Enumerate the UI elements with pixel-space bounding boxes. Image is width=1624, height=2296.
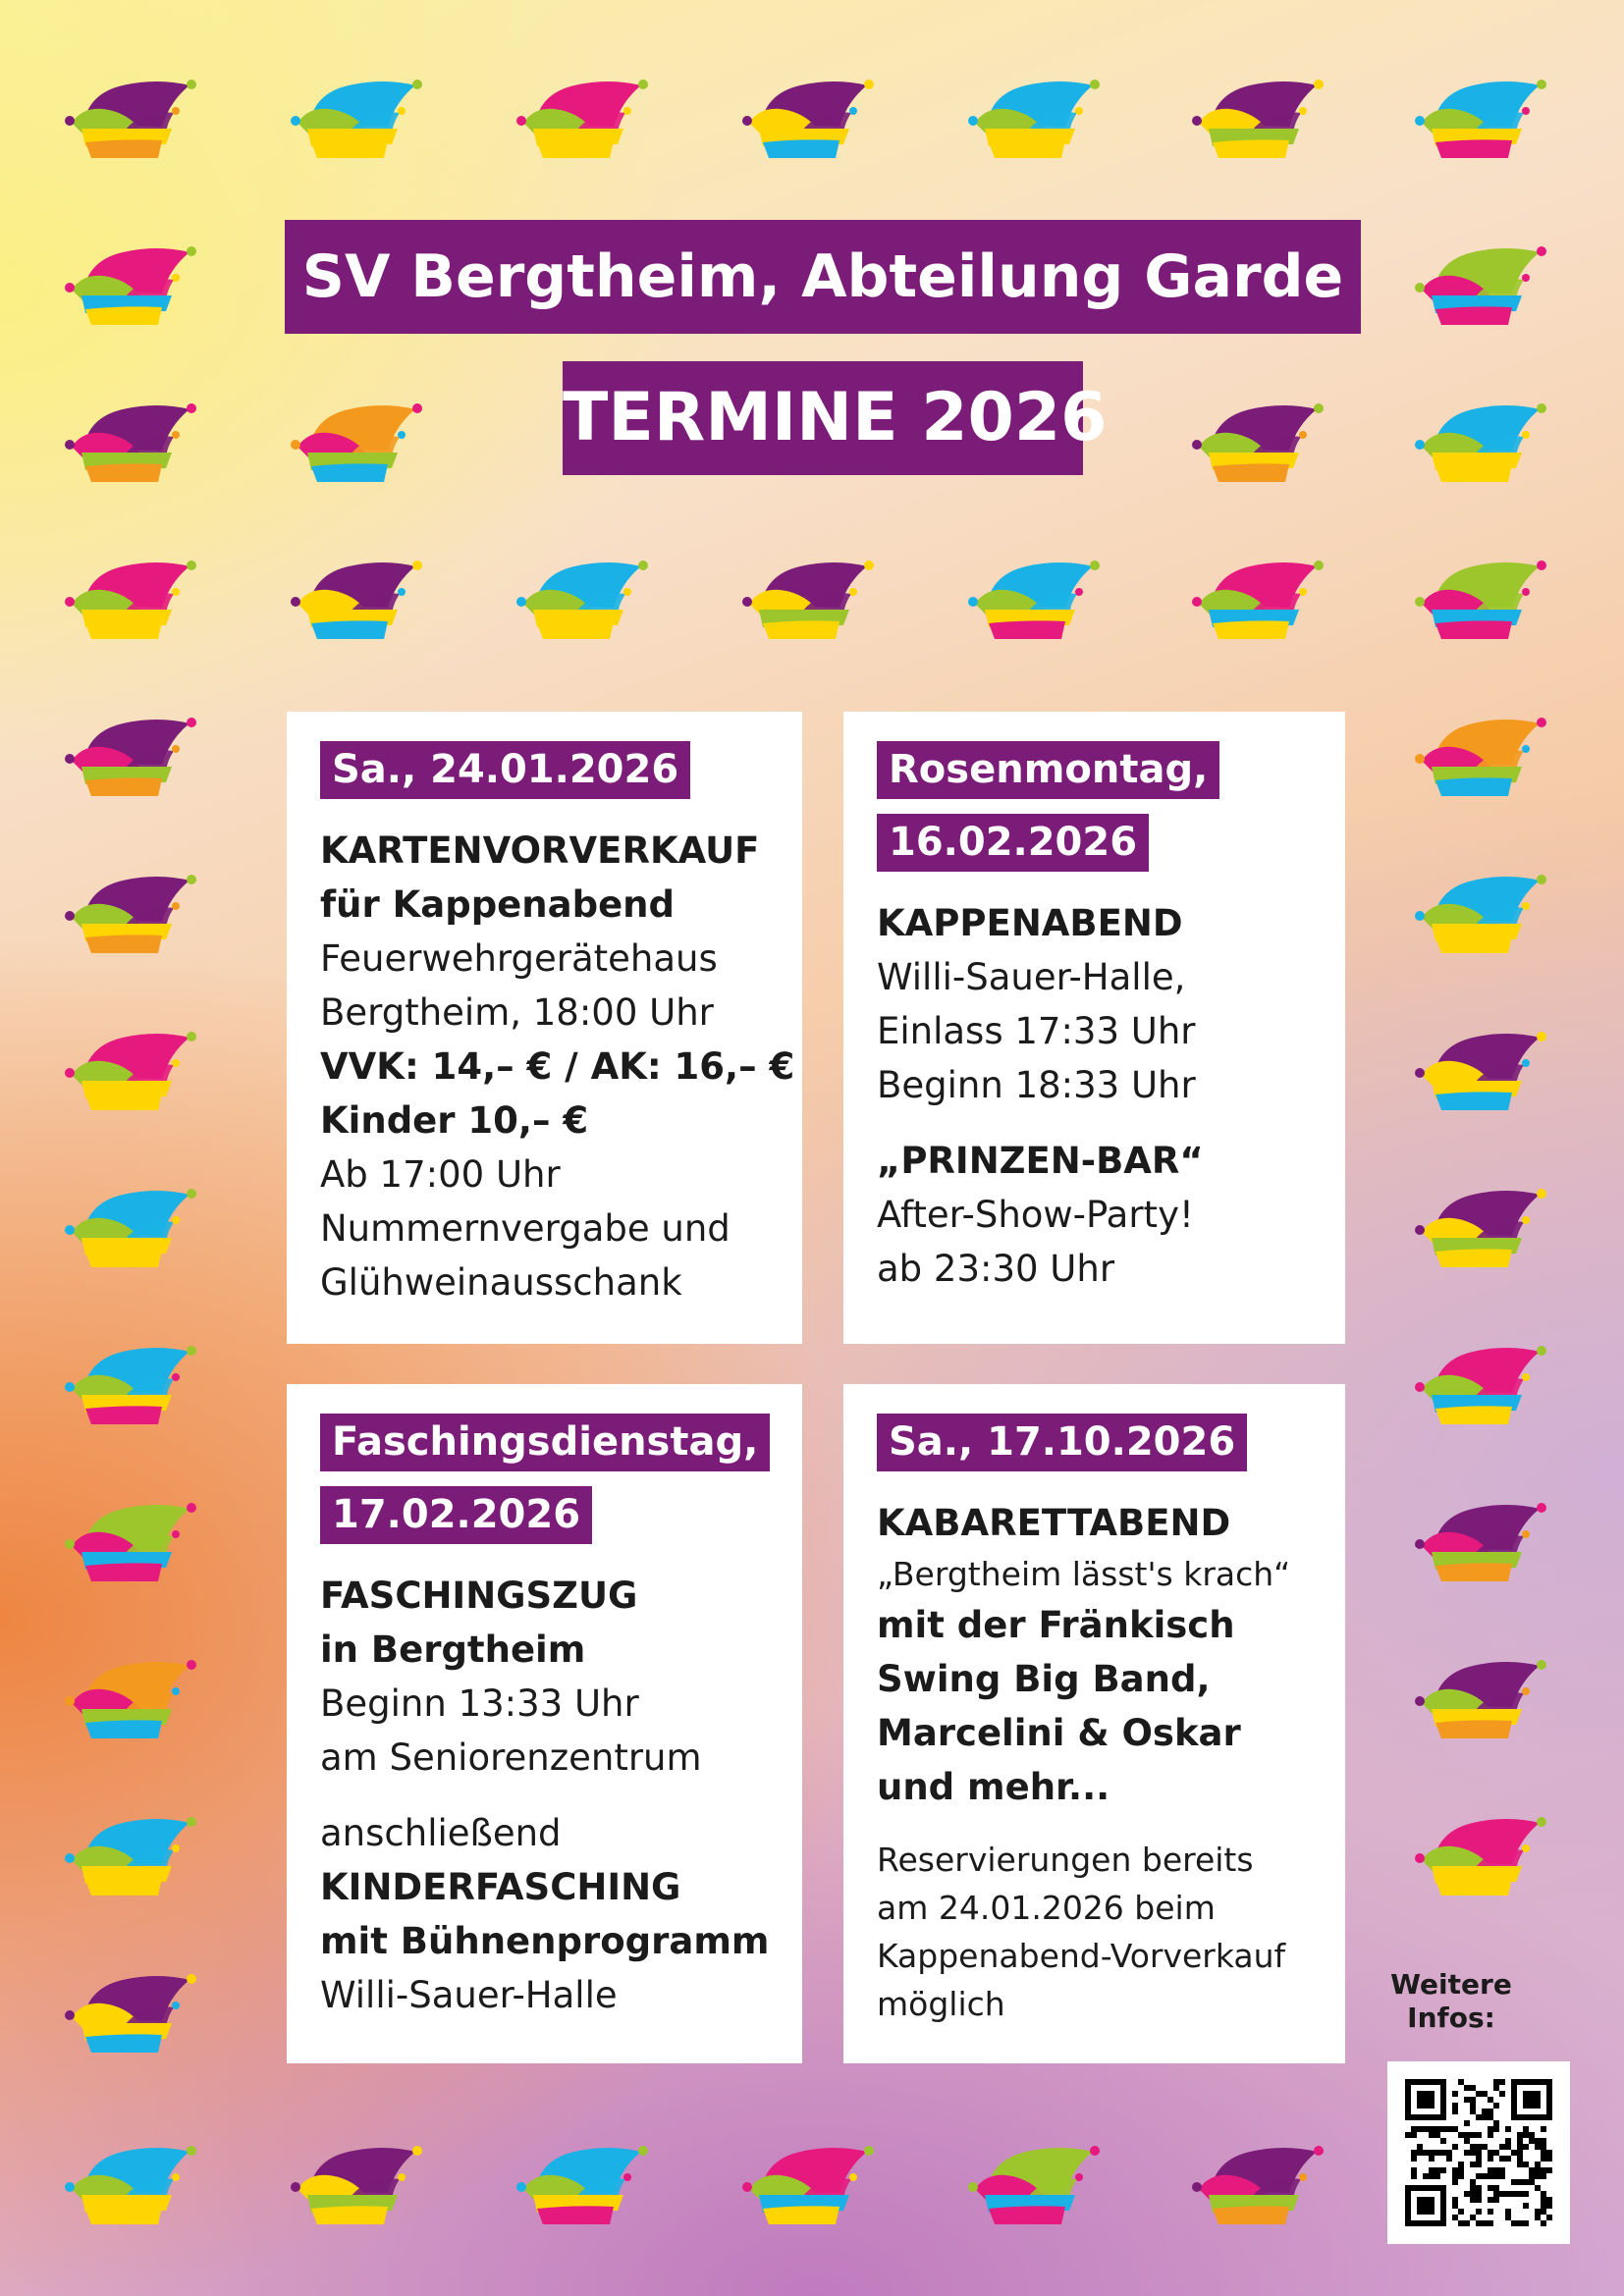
jester-hat-icon	[1414, 74, 1546, 162]
event-detail-text: am 24.01.2026 beim	[877, 1889, 1216, 1927]
jester-hat-icon	[64, 1183, 196, 1271]
event-highlight-text: KARTENVORVERKAUF	[320, 829, 760, 872]
jester-hat-icon	[64, 2140, 196, 2228]
event-highlight-text: Kinder 10,– €	[320, 1099, 589, 1142]
event-detail-text: Reservierungen bereits	[877, 1841, 1254, 1879]
jester-hat-icon	[64, 1026, 196, 1114]
event-detail-text: Nummernvergabe und	[320, 1207, 731, 1250]
jester-hat-icon	[967, 555, 1100, 643]
jester-hat-icon	[1191, 398, 1324, 486]
event-date-label: 17.02.2026	[320, 1486, 592, 1544]
event-detail-text: Willi-Sauer-Halle	[320, 1974, 618, 2016]
event-detail-text: ab 23:30 Uhr	[877, 1248, 1115, 1290]
jester-hat-icon	[1414, 869, 1546, 957]
event-detail-text: Willi-Sauer-Halle,	[877, 956, 1186, 998]
event-detail-text: After-Show-Party!	[877, 1194, 1194, 1236]
event-highlight-text: FASCHINGSZUG	[320, 1575, 638, 1617]
event-highlight-text: KABARETTABEND	[877, 1502, 1231, 1544]
event-highlight-text: Swing Big Band,	[877, 1658, 1211, 1700]
jester-hat-icon	[1191, 2140, 1324, 2228]
event-detail-text: Beginn 13:33 Uhr	[320, 1682, 639, 1725]
event-detail-text: Beginn 18:33 Uhr	[877, 1064, 1196, 1106]
jester-hat-icon	[1414, 1026, 1546, 1114]
jester-hat-icon	[64, 1497, 196, 1585]
event-detail-text: anschließend	[320, 1812, 562, 1854]
jester-hat-icon	[290, 555, 422, 643]
event-card	[287, 1384, 802, 2063]
jester-hat-icon	[1414, 1340, 1546, 1428]
event-highlight-text: für Kappenabend	[320, 883, 675, 926]
event-card	[287, 712, 802, 1344]
jester-hat-icon	[64, 1654, 196, 1742]
page-subtitle: TERMINE 2026	[563, 361, 1083, 475]
event-highlight-text: mit Bühnenprogramm	[320, 1920, 770, 1962]
jester-hat-icon	[64, 398, 196, 486]
more-infos-line1: Weitere	[1390, 1968, 1512, 2001]
jester-hat-icon	[64, 1811, 196, 1899]
jester-hat-icon	[515, 2140, 648, 2228]
jester-hat-icon	[1191, 555, 1324, 643]
jester-hat-icon	[64, 74, 196, 162]
jester-hat-icon	[64, 712, 196, 800]
event-detail-text: möglich	[877, 1985, 1005, 2023]
event-card	[843, 712, 1345, 1344]
jester-hat-icon	[64, 555, 196, 643]
event-highlight-text: KINDERFASCHING	[320, 1866, 681, 1908]
event-highlight-text: mit der Fränkisch	[877, 1604, 1235, 1646]
event-detail-text: Kappenabend-Vorverkauf	[877, 1937, 1286, 1975]
event-date-label: Sa., 24.01.2026	[320, 741, 690, 799]
jester-hat-icon	[1414, 555, 1546, 643]
qr-code-icon	[1405, 2079, 1552, 2226]
spacer	[320, 1785, 769, 1806]
event-detail-text: am Seniorenzentrum	[320, 1736, 702, 1779]
event-detail-text: Ab 17:00 Uhr	[320, 1153, 561, 1196]
jester-hat-icon	[1414, 712, 1546, 800]
jester-hat-icon	[64, 1968, 196, 2056]
event-highlight-text: „PRINZEN-BAR“	[877, 1140, 1204, 1182]
jester-hat-icon	[290, 398, 422, 486]
jester-hat-icon	[64, 240, 196, 329]
jester-hat-icon	[64, 869, 196, 957]
event-date-label: Sa., 17.10.2026	[877, 1414, 1247, 1471]
qr-code-icon[interactable]	[1387, 2061, 1570, 2244]
event-detail-text: Feuerwehrgerätehaus	[320, 937, 718, 980]
jester-hat-icon	[290, 74, 422, 162]
jester-hat-icon	[290, 2140, 422, 2228]
page-title: SV Bergtheim, Abteilung Garde	[285, 220, 1361, 334]
jester-hat-icon	[1414, 1654, 1546, 1742]
jester-hat-icon	[515, 74, 648, 162]
jester-hat-icon	[967, 2140, 1100, 2228]
event-highlight-text: Marcelini & Oskar	[877, 1712, 1241, 1754]
event-highlight-text: und mehr...	[877, 1766, 1110, 1808]
event-detail-text: „Bergtheim lässt's krach“	[877, 1555, 1291, 1593]
event-detail-text: Glühweinausschank	[320, 1261, 682, 1304]
more-infos-label	[1382, 1968, 1520, 2035]
jester-hat-icon	[64, 1340, 196, 1428]
event-detail-text: Bergtheim, 18:00 Uhr	[320, 991, 714, 1034]
jester-hat-icon	[515, 555, 648, 643]
jester-hat-icon	[1414, 1811, 1546, 1899]
event-highlight-text: KAPPENABEND	[877, 902, 1183, 944]
jester-hat-icon	[1414, 240, 1546, 329]
event-date-label: 16.02.2026	[877, 814, 1149, 872]
event-detail-text: Einlass 17:33 Uhr	[877, 1010, 1196, 1052]
jester-hat-icon	[1414, 1497, 1546, 1585]
jester-hat-icon	[1414, 1183, 1546, 1271]
spacer	[877, 1112, 1312, 1134]
more-infos-line2: Infos:	[1407, 2002, 1495, 2034]
jester-hat-icon	[741, 555, 874, 643]
jester-hat-icon	[1191, 74, 1324, 162]
jester-hat-icon	[741, 2140, 874, 2228]
event-date-label: Rosenmontag,	[877, 741, 1219, 799]
jester-hat-icon	[741, 74, 874, 162]
event-highlight-text: in Bergtheim	[320, 1629, 586, 1671]
event-card	[843, 1384, 1345, 2063]
jester-hat-icon	[967, 74, 1100, 162]
event-highlight-text: VVK: 14,– € / AK: 16,– €	[320, 1045, 795, 1088]
jester-hat-icon	[1414, 398, 1546, 486]
spacer	[877, 1814, 1312, 1836]
event-date-label: Faschingsdienstag,	[320, 1414, 770, 1471]
